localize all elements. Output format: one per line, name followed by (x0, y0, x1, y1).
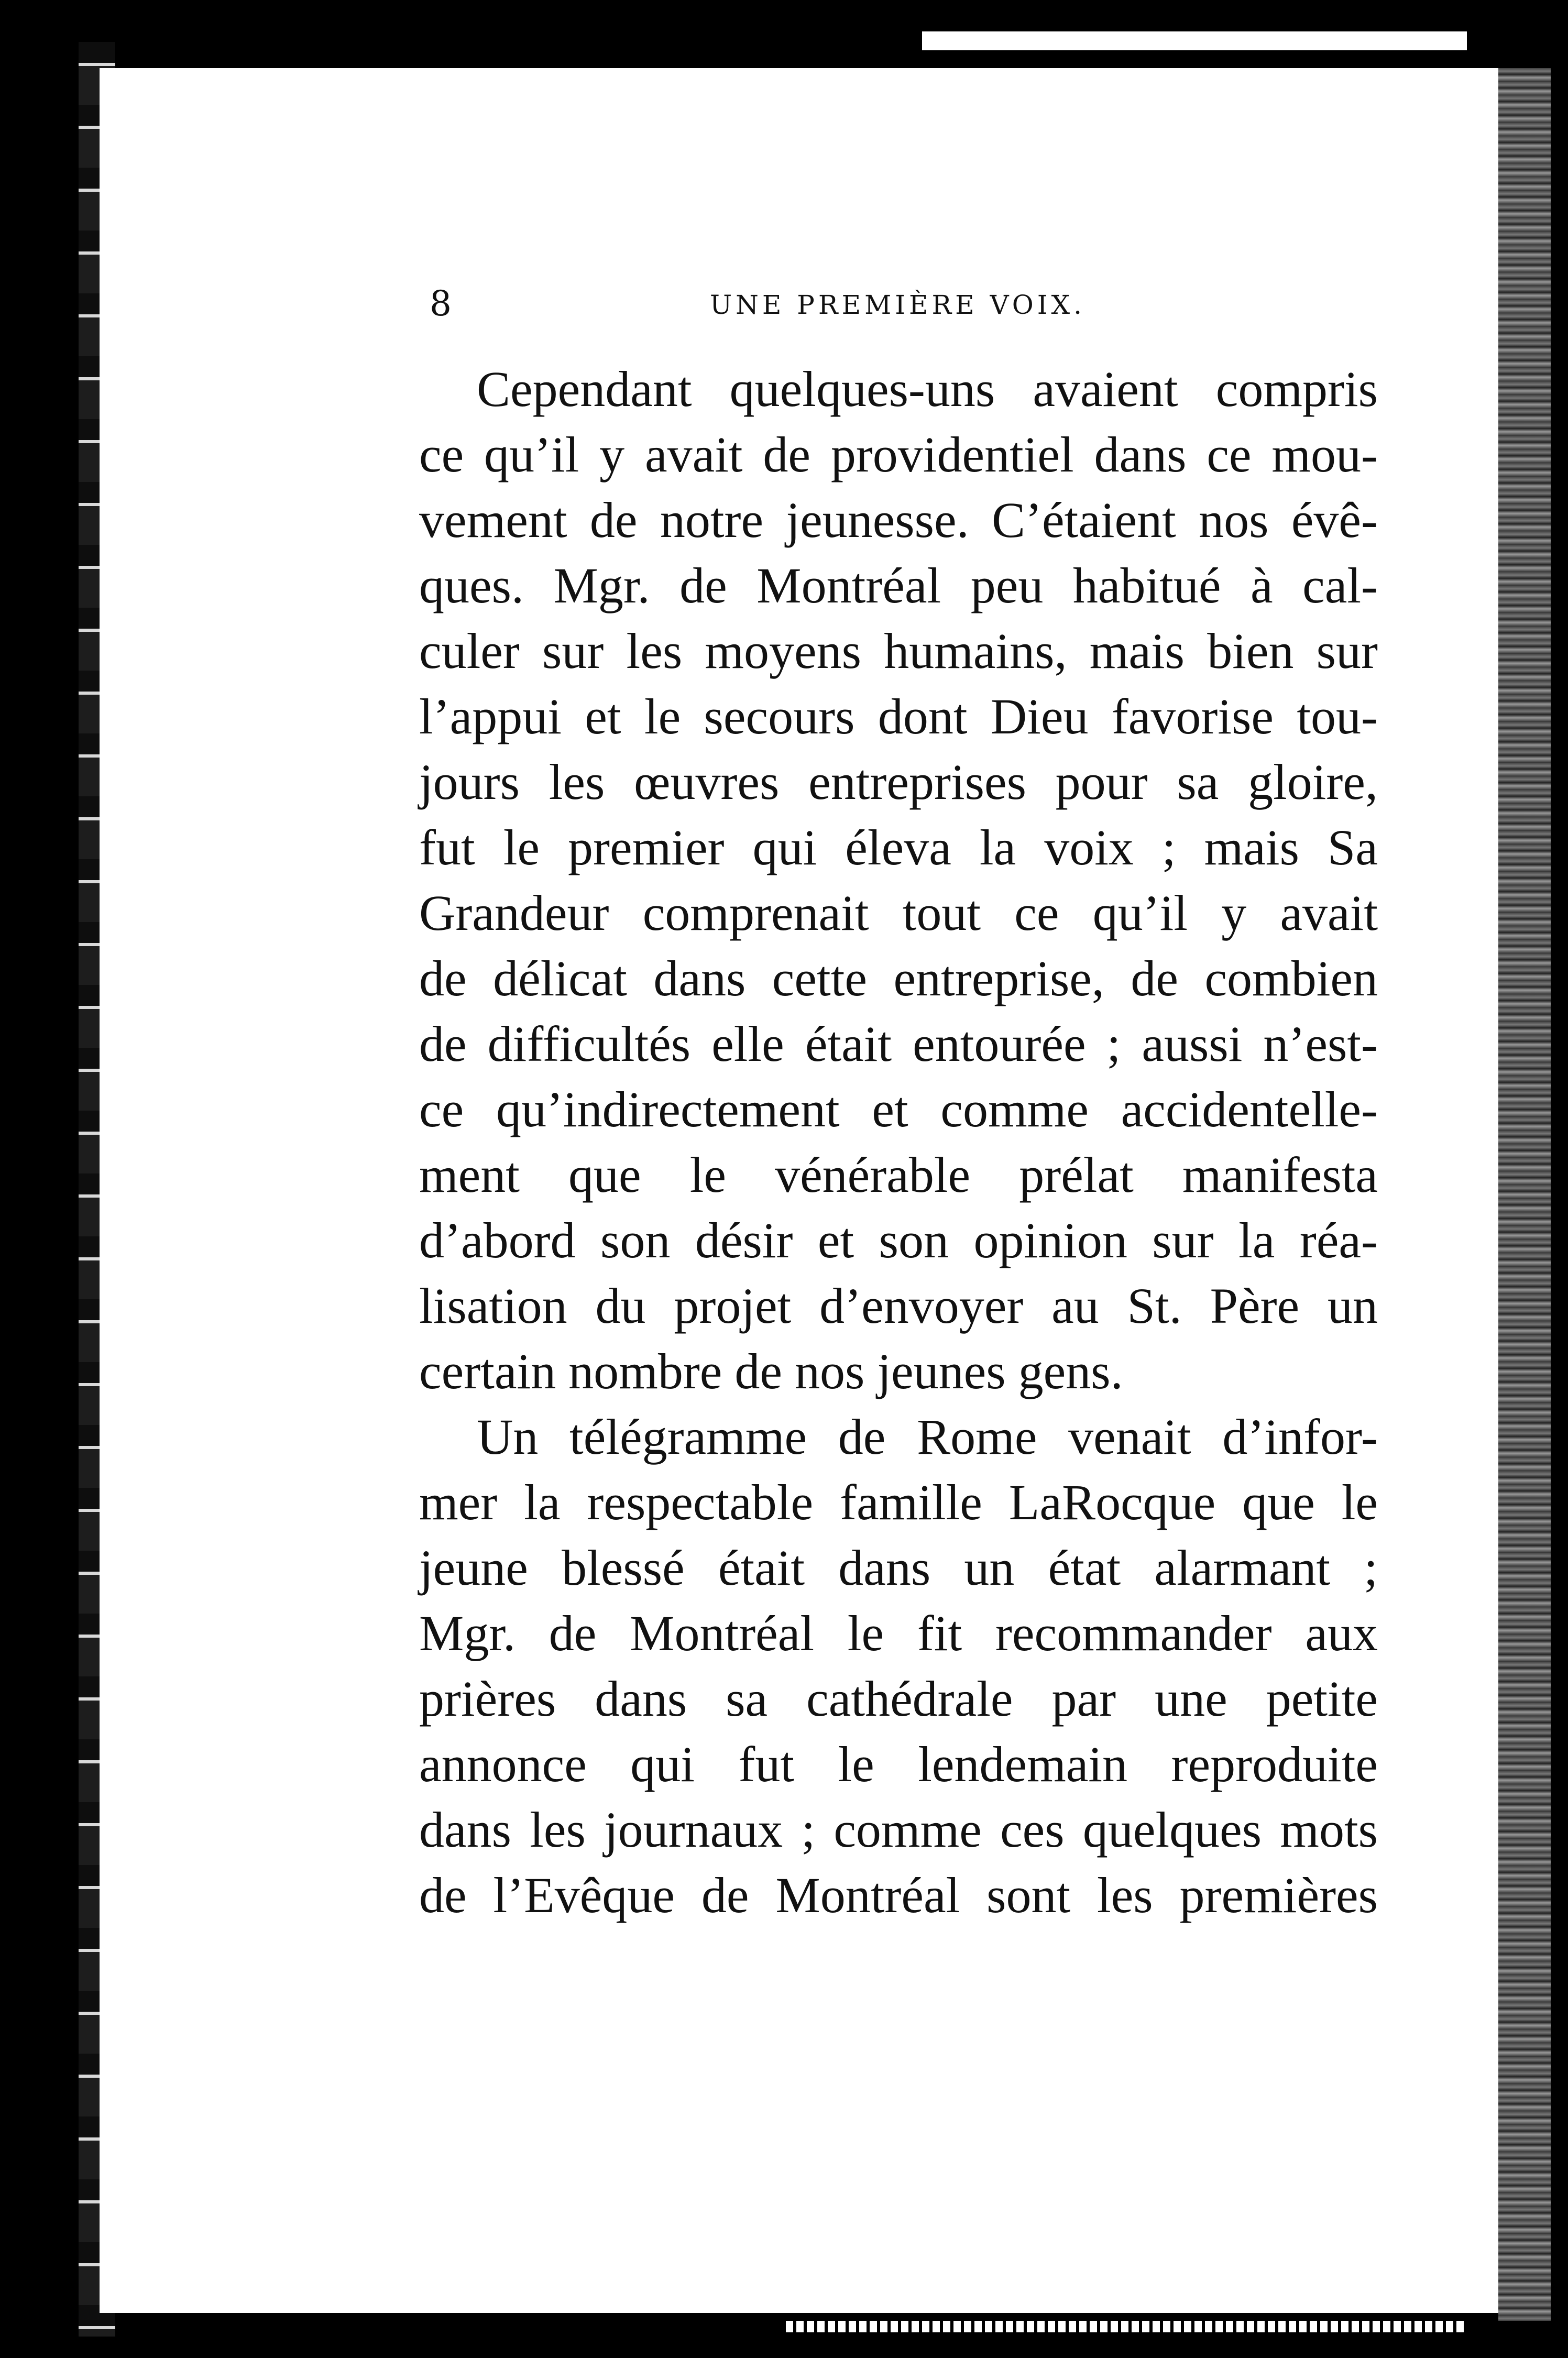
page-number: 8 (430, 283, 452, 324)
text-line: dans les journaux ; comme ces quelques mots (419, 1802, 1378, 1858)
text-line: l’appui et le secours dont Dieu favorise tou- (419, 688, 1378, 744)
text-line: vement de notre jeunesse. C’étaient nos évê- (419, 492, 1378, 548)
scan-top-bar (922, 31, 1467, 50)
running-head: UNE PREMIÈRE VOIX. (710, 290, 1086, 320)
text-line: ce qu’il y avait de providentiel dans ce mou- (419, 426, 1378, 482)
text-line: certain nombre de nos jeunes gens. (419, 1343, 1123, 1399)
text-line: culer sur les moyens humains, mais bien sur (419, 623, 1378, 679)
paragraph-1 (419, 356, 1378, 1404)
scan-right-edge (1498, 68, 1551, 2321)
text-line: prières dans sa cathédrale par une petite (419, 1671, 1378, 1727)
text-line: fut le premier qui éleva la voix ; mais Sa (419, 819, 1378, 875)
text-line: de délicat dans cette entreprise, de combien (419, 950, 1378, 1006)
page-header (430, 280, 1378, 327)
paragraph-2 (419, 1404, 1378, 1928)
text-line: Un télégramme de Rome venait d’infor- (477, 1409, 1378, 1465)
text-line: jeune blessé était dans un état alarmant ; (419, 1540, 1378, 1596)
body-text (419, 356, 1378, 1928)
text-line: d’abord son désir et son opinion sur la réa- (419, 1212, 1378, 1268)
text-line: de difficultés elle était entourée ; aussi n’est- (419, 1016, 1378, 1072)
text-line: Mgr. de Montréal le fit recommander aux (419, 1605, 1378, 1661)
text-line: ment que le vénérable prélat manifesta (419, 1147, 1378, 1203)
text-line: lisation du projet d’envoyer au St. Père un (419, 1278, 1378, 1334)
scan-bottom-strip (786, 2321, 1467, 2332)
text-line: jours les œuvres entreprises pour sa gloire, (419, 754, 1378, 810)
text-line: Cependant quelques-uns avaient compris (477, 361, 1378, 417)
text-line: mer la respectable famille LaRocque que le (419, 1474, 1378, 1530)
text-line: de l’Evêque de Montréal sont les premières (419, 1867, 1378, 1923)
text-line: ques. Mgr. de Montréal peu habitué à cal- (419, 557, 1378, 613)
text-line: ce qu’indirectement et comme accidentelle- (419, 1081, 1378, 1137)
text-line: annonce qui fut le lendemain reproduite (419, 1736, 1378, 1792)
text-line: Grandeur comprenait tout ce qu’il y avait (419, 885, 1378, 941)
